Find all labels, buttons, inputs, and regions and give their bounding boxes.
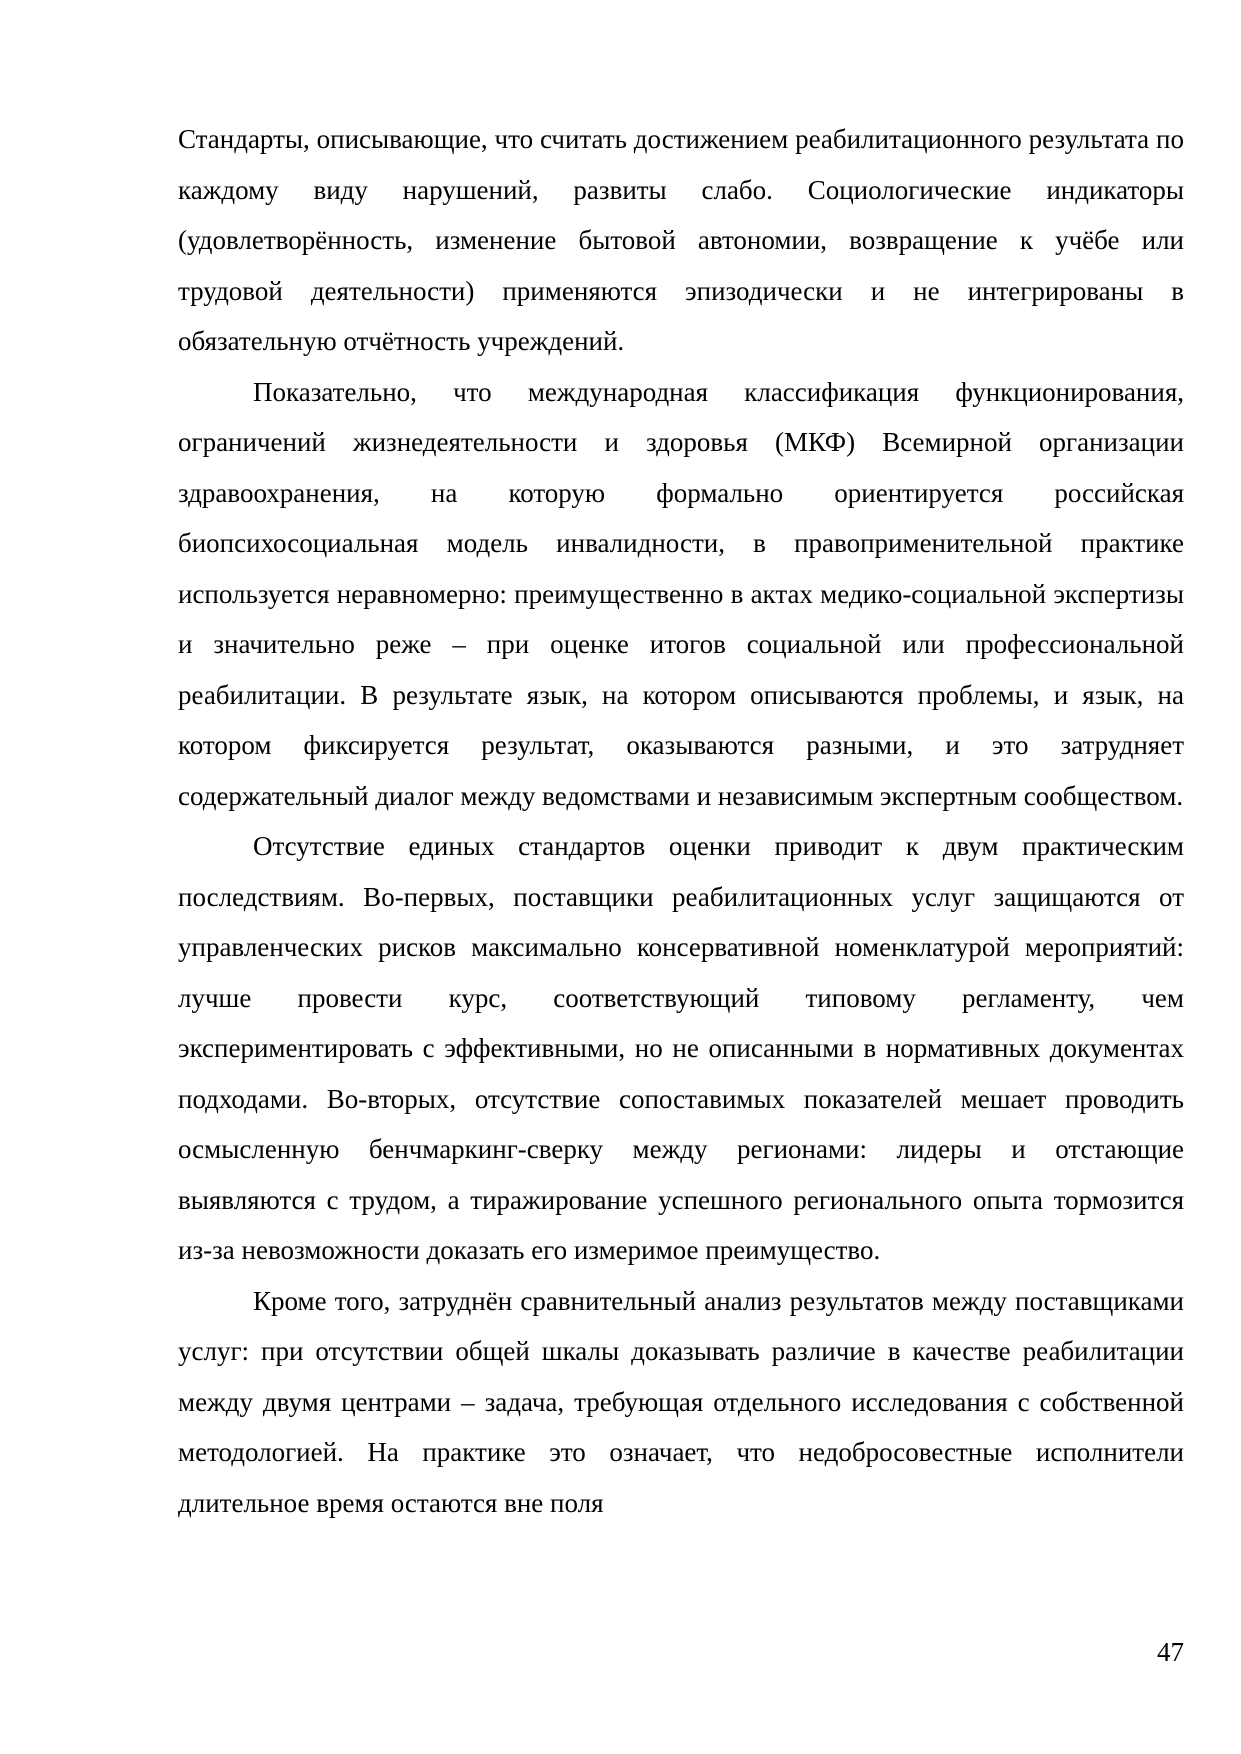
- paragraph-comparative-analysis: Кроме того, затруднён сравнительный анализ результатов между поставщиками услуг: при отсутствии общей шкалы доказывать различие в качестве реабилитации между двумя центрами – задача, требующая отдельного исследования с собственной методологией. На практике это означает, что недобросовестные исполнители длительное время остаются вне поля: [178, 1285, 1184, 1518]
- paragraph-consequences: Отсутствие единых стандартов оценки приводит к двум практическим последствиям. Во-первых, поставщики реабилитационных услуг защищаются от управленческих рисков максимально консервативной номенклатурой мероприятий: лучше провести курс, соответствующий типовому регламенту, чем экспериментировать с эффективными, но не описанными в нормативных документах подходами. Во-вторых, отсутствие сопоставимых показателей мешает проводить осмысленную бенчмаркинг-сверку между регионами: лидеры и отстающие выявляются с трудом, а тиражирование успешного регионального опыта тормозится из-за невозможности доказать его измеримое преимущество.: [178, 831, 1184, 1265]
- paragraph-icf-classification: Показательно, что международная классификация функционирования, ограничений жизнедеятельности и здоровья (МКФ) Всемирной организации здравоохранения, на которую формально ориентируется российская биопсихосоциальная модель инвалидности, в правоприменительной практике используется неравномерно: преимущественно в актах медико-социальной экспертизы и значительно реже – при оценке итогов социальной или профессиональной реабилитации. В результате язык, на котором описываются проблемы, и язык, на котором фиксируется результат, оказываются разными, и это затрудняет содержательный диалог между ведомствами и независимым экспертным сообществом.: [178, 376, 1184, 811]
- paragraph-continuation: Стандарты, описывающие, что считать достижением реабилитационного результата по каждому виду нарушений, развиты слабо. Социологические индикаторы (удовлетворённость, изменение бытовой автономии, возвращение к учёбе или трудовой деятельности) применяются эпизодически и не интегрированы в обязательную отчётность учреждений.: [178, 124, 1184, 356]
- document-body: [178, 114, 1184, 1528]
- page-number: 47: [1157, 1637, 1184, 1667]
